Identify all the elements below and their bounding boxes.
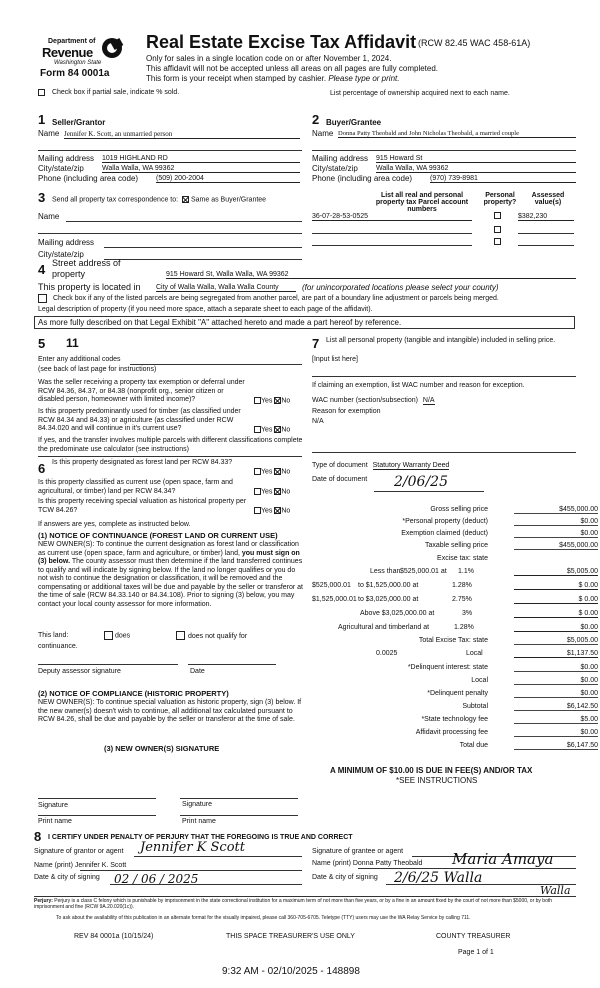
notice1-title: (1) NOTICE OF CONTINUANCE (FOREST LAND OR CURRENT USE) [38, 531, 278, 540]
tax-tech-row [312, 716, 600, 727]
grantee-name-line [358, 868, 576, 869]
parcel-line-2 [312, 233, 472, 234]
seller-mail-label: Mailing address [38, 154, 95, 163]
see-back-label: (see back of last page for instructions) [38, 366, 157, 373]
tax-tech-value[interactable]: $5.00 [514, 716, 598, 724]
tax-taxable-row [312, 542, 600, 553]
tax-excise-label: Excise tax: state [437, 555, 488, 562]
buyer-phone-label: Phone (including area code) [312, 174, 413, 183]
section6-q2-no-checkbox[interactable] [274, 488, 281, 495]
section6-q3-no: No [281, 507, 291, 515]
section3-name-label: Name [38, 212, 60, 221]
seller-mail-field[interactable]: 1019 HIGHLAND RD [102, 155, 300, 163]
seller-city-field[interactable]: Walla Walla, WA 99362 [102, 165, 300, 173]
tier3-from: $1,525,000.01 [312, 596, 357, 603]
treasurer-use-label: THIS SPACE TREASURER'S USE ONLY [226, 933, 355, 940]
tier4-value[interactable]: $ 0.00 [514, 610, 598, 618]
tier1-label: Less than [370, 568, 401, 575]
tier3-to: to $3,025,000.00 at [358, 596, 419, 603]
dept-logo-text: Revenue [42, 45, 93, 60]
buyer-name-field[interactable]: Donna Patty Theobald and John Nicholas Theobald, a married couple [338, 130, 576, 138]
tier4-rate: 3% [462, 610, 473, 617]
deputy-date-label: Date [190, 668, 205, 675]
section5-q2-yes-checkbox[interactable] [254, 426, 261, 433]
buyer-divider [312, 150, 576, 151]
tax-total-state-label: Total Excise Tax: state [418, 637, 488, 644]
does-label: does [114, 632, 131, 640]
doc-type-label: Type of document [312, 462, 368, 469]
section8-number: 8 [34, 829, 42, 844]
owner-sig-line-2 [180, 798, 298, 799]
grantor-sig-line [134, 856, 302, 857]
section3-blank-line [38, 233, 302, 234]
buyer-name-label: Name [312, 129, 334, 138]
tax-del-pen-row [312, 690, 600, 701]
street-field[interactable]: 915 Howard St, Walla Walla, WA 99362 [166, 271, 576, 279]
section6-q1-yes-checkbox[interactable] [254, 468, 261, 475]
section3-city-label: City/state/zip [38, 250, 84, 259]
owner-print-label-1: Print name [38, 818, 72, 825]
grantor-name[interactable]: Jennifer K. Scott [74, 862, 127, 869]
section5-q2-no-checkbox[interactable] [274, 426, 281, 433]
section3-number: 3 [38, 190, 46, 205]
notice2-title: (2) NOTICE OF COMPLIANCE (HISTORIC PROPERTY) [38, 689, 229, 698]
seller-name-label: Name [38, 129, 60, 138]
section6-q1-no-checkbox[interactable] [274, 468, 281, 475]
doc-date-line [374, 491, 484, 492]
grantee-sig-label: Signature of grantee or agent [312, 848, 404, 855]
tax-personal-label: *Personal property (deduct) [402, 518, 488, 525]
parcel-personal-checkbox-2[interactable] [494, 226, 501, 233]
section5-bottom-line [38, 456, 302, 457]
tax-del-state-label: *Delinquent interest: state [407, 664, 488, 671]
header-note-3-em: Please type or print. [328, 74, 400, 83]
section3-text: Send all property tax correspondence to: [52, 196, 179, 204]
section5-code[interactable]: 11 [66, 336, 79, 350]
wac-row [312, 397, 435, 404]
section6-q1-answer [254, 468, 290, 475]
tax-del-local-label: Local [471, 677, 488, 684]
seller-heading: Seller/Grantor [52, 118, 106, 127]
section5-q1: Was the seller receiving a property tax exemption or deferral under RCW 84.36, 84.37, or 84.38 (nonprofit org., senior citizen or disabled person, homeowner with limited income)? [38, 379, 245, 403]
section5-q2-answer [254, 426, 290, 433]
form-title: Real Estate Excise Tax Affidavit [146, 32, 417, 52]
tax-gross-value[interactable]: $455,000.00 [514, 506, 598, 514]
enter-codes-line [130, 364, 302, 365]
tier4-label: Above $3,025,000.00 at [360, 610, 435, 617]
assessed-column-header: Assessed value(s) [531, 192, 565, 206]
dept-line1: Department of [48, 38, 96, 45]
section6-q3-answer [254, 507, 290, 514]
notice1-text-b: you must sign on (3) below. [38, 549, 300, 565]
tier2-from: $525,000.01 [312, 582, 351, 589]
this-land-label: This land: [38, 632, 69, 639]
county-treasurer-label: COUNTY TREASURER [436, 933, 511, 940]
ag-value[interactable]: $0.00 [514, 624, 598, 632]
grantor-name-label: Name (print) [34, 862, 73, 869]
revenue-logo [38, 36, 126, 84]
reason-field[interactable]: N/A [312, 418, 324, 425]
street-label: Street address of property [52, 258, 121, 279]
section3-mail-label: Mailing address [38, 238, 95, 247]
tier1-amount: $525,000.01 at [400, 568, 447, 575]
section5-q1-no: No [281, 397, 291, 405]
section3-name-line [66, 221, 302, 222]
dept-logo-icon [102, 38, 122, 58]
dept-line2: Washington State [54, 60, 102, 66]
notice1-text-a: NEW OWNER(S): To continue the current designation as forest land or classification as current use (open space, farm and agriculture, or timber) land, [38, 541, 299, 557]
minimum-fee-note: A MINIMUM OF $10.00 IS DUE IN FEE(S) AND/OR TAX [330, 766, 533, 775]
claim-exemption-label: If claiming an exemption, list WAC number and reason for exception. [312, 382, 525, 389]
tax-taxable-label: Taxable selling price [424, 542, 488, 549]
tax-del-state-row [312, 664, 600, 675]
footer-divider [34, 896, 576, 897]
doc-type-field[interactable]: Statutory Warranty Deed [372, 462, 450, 469]
tax-del-pen-label: *Delinquent penalty [427, 690, 488, 697]
grantee-signature[interactable]: Maria Amaya [452, 850, 554, 868]
certify-statement: I CERTIFY UNDER PENALTY OF PERJURY THAT THE FOREGOING IS TRUE AND CORRECT [48, 834, 353, 841]
partial-sale-row [38, 89, 179, 96]
grantor-signature[interactable]: Jennifer K Scott [140, 840, 245, 855]
buyer-mail-field[interactable]: 915 Howard St [376, 155, 576, 163]
section5-q1-yes-checkbox[interactable] [254, 397, 261, 404]
buyer-number: 2 [312, 112, 320, 127]
tier1-value[interactable]: $5,005.00 [514, 568, 598, 576]
tax-total-state-value[interactable]: $5,005.00 [514, 637, 598, 645]
grantor-date-label: Date & city of signing [34, 874, 100, 881]
section6-number: 6 [38, 461, 46, 476]
grantor-date[interactable]: 02 / 06 / 2025 [114, 872, 199, 886]
reason-label: Reason for exemption [312, 408, 381, 415]
section5-q1-yes: Yes [261, 397, 273, 405]
owner-print-line-2 [180, 815, 298, 816]
doc-date-label: Date of document [312, 476, 368, 483]
tax-aff-value[interactable]: $0.00 [514, 729, 598, 737]
section7-text: List all personal property (tangible and intangible) included in selling price. [326, 337, 556, 344]
seller-name-field[interactable]: Jennifer K. Scott, an unmarried person [64, 130, 300, 139]
tax-excise-row [312, 555, 600, 566]
section6-q2-no: No [281, 488, 291, 496]
section6-q3-no-checkbox[interactable] [274, 507, 281, 514]
ag-label: Agricultural and timberland at [338, 624, 430, 631]
section6-q3: Is this property receiving special valuation as historical property per TCW 84.26? [38, 498, 247, 514]
owner-signature-label-2: Signature [182, 801, 212, 808]
doc-type-row [312, 462, 449, 469]
tax-exemption-value[interactable]: $0.00 [514, 530, 598, 538]
personal-column-header: Personal property? [483, 192, 517, 206]
tax-total-label: Total due [459, 742, 488, 749]
parcel-line-3 [312, 245, 472, 246]
ag-rate: 1.28% [454, 624, 474, 631]
tax-del-local-row [312, 677, 600, 688]
buyer-phone-field[interactable]: (970) 739-8981 [430, 175, 576, 183]
owner-print-line-1 [38, 815, 156, 816]
notice2-body: NEW OWNER(S): To continue special valuation as historic property, sign (3) below. If the new owner(s) doesn't wish to continue, all additional tax calculated pursuant to RCW 84.26, shall be due and payable by the seller or transferor at the time of sale. [38, 699, 302, 723]
header-note-2: This affidavit will not be accepted unless all areas on all pages are fully completed. [146, 64, 439, 73]
buyer-city-field[interactable]: Walla Walla, WA 99362 [376, 165, 576, 173]
tax-del-state-value[interactable]: $0.00 [514, 664, 598, 672]
grantor-name-row [34, 862, 126, 869]
assessed-line-3 [518, 245, 574, 246]
section5-q1-no-checkbox[interactable] [274, 397, 281, 404]
section7-number: 7 [312, 336, 320, 351]
legal-label: Legal description of property (if you need more space, attach a separate sheet to each page of the affidavit). [38, 306, 373, 313]
seller-city-label: City/state/zip [38, 164, 84, 173]
section6-q2-yes: Yes [261, 488, 273, 496]
section6-q1: Is this property designated as forest land per RCW 84.33? [52, 459, 233, 466]
seller-phone-label: Phone (including area code) [38, 174, 139, 183]
section6-q3-yes: Yes [261, 507, 273, 515]
section6-q1-no: No [281, 468, 291, 476]
tax-del-local-value[interactable]: $0.00 [514, 677, 598, 685]
tax-del-pen-value[interactable]: $0.00 [514, 690, 598, 698]
section7-line-2 [312, 452, 576, 453]
tier2-rate: 1.28% [452, 582, 472, 589]
tax-personal-row [312, 518, 600, 529]
page-number: Page 1 of 1 [458, 949, 494, 956]
tax-total-value[interactable]: $6,147.50 [514, 742, 598, 750]
tax-subtotal-row [312, 703, 600, 714]
parcel-personal-checkbox-3[interactable] [494, 238, 501, 245]
legal-description-box[interactable]: As more fully described on that Legal Exhibit "A" attached hereto and made a part hereof by reference. [34, 316, 575, 329]
section3-mail-line [104, 247, 302, 248]
tax-local-label: Local [466, 650, 483, 657]
seller-number: 1 [38, 112, 46, 127]
section5-q2-no: No [281, 426, 291, 434]
if-yes-label: If answers are yes, complete as instructed below. [38, 521, 191, 528]
parcel-personal-checkbox-1[interactable] [494, 212, 501, 219]
tax-gross-label: Gross selling price [430, 506, 488, 513]
grantee-name[interactable]: Donna Patty Theobald [352, 860, 423, 867]
partial-sale-checkbox[interactable] [38, 89, 45, 96]
wac-field[interactable]: N/A [422, 397, 435, 404]
tier1-rate: 1.1% [458, 568, 474, 575]
tax-subtotal-value[interactable]: $6,142.50 [514, 703, 598, 711]
deputy-sig-line [38, 664, 178, 665]
perjury-note [34, 898, 574, 910]
seller-divider [38, 150, 302, 151]
section6-q2: Is this property classified as current use (open space, farm and agricultural, or timber) land per RCW 84.34? [38, 479, 233, 495]
segregated-label: Check box if any of the listed parcels are being segregated from another parcel, are part of a boundary line adjustment or parcels being merged. [52, 295, 499, 303]
grantee-date-line [386, 884, 576, 885]
ownership-note: List percentage of ownership acquired next to each name. [330, 90, 510, 97]
section7-line-1 [312, 376, 576, 377]
perjury-label: Perjury: [34, 898, 53, 904]
rev-number: REV 84 0001a (10/15/24) [74, 933, 154, 940]
assessed-line-2 [518, 233, 574, 234]
buyer-mail-label: Mailing address [312, 154, 369, 163]
section5-q1-answer [254, 397, 290, 404]
tier2-to: to $1,525,000.00 at [358, 582, 419, 589]
grantee-name-row [312, 860, 422, 867]
tax-gross-row [312, 506, 600, 517]
section6-q3-yes-checkbox[interactable] [254, 507, 261, 514]
section6-q2-yes-checkbox[interactable] [254, 488, 261, 495]
tier2-value[interactable]: $ 0.00 [514, 582, 598, 590]
tax-taxable-value[interactable]: $455,000.00 [514, 542, 598, 550]
section6-q1-yes: Yes [261, 468, 273, 476]
grantee-date-label: Date & city of signing [312, 874, 378, 881]
segregated-row [38, 294, 499, 303]
parcel-column-header: List all real and personal property tax Parcel account numbers [375, 192, 469, 213]
cashier-stamp: 9:32 AM - 02/10/2025 - 148898 [222, 966, 360, 977]
tax-exemption-row [312, 530, 600, 541]
section6-q2-answer [254, 488, 290, 495]
tier3-rate: 2.75% [452, 596, 472, 603]
grantor-date-line [110, 884, 302, 885]
enter-codes-label: Enter any additional codes [38, 356, 121, 363]
parcel-field-1[interactable]: 36-07-28-53-0525 [312, 213, 472, 221]
buyer-heading: Buyer/Grantee [326, 118, 382, 127]
wac-label: WAC number (section/subsection) [312, 397, 418, 404]
notice1-text-c: The county assessor must then determine if the land transferred continues to qualify and will indicate by signing below. If the land no longer qualifies or you do not wish to continue the designation or classification, it will be removed and the compensating or additional taxes will be due and payable by the seller or transferor at the time of sale (RCW 84.33.140 or 84.34.108). Prior to signing (3) below, you may contact your local county assessor for more information. [38, 558, 303, 608]
located-field[interactable]: City of Walla Walla, Walla Walla County [156, 284, 296, 292]
accessibility-note: To ask about the availability of this publication in an alternate format for the visually impaired, please call 360-705-6705. Teletype (TTY) users may use the WA Relay Service by calling 711. [56, 915, 471, 921]
does-not-label: does not qualify for continuance. [38, 633, 248, 650]
tax-total-row [312, 742, 600, 753]
located-note: (for unincorporated locations please select your county) [302, 283, 499, 292]
see-instructions-note: *SEE INSTRUCTIONS [396, 776, 478, 785]
section5-number: 5 [38, 336, 46, 351]
assessed-field-1[interactable]: $382,230 [518, 213, 574, 221]
owner-sig-line-1 [38, 798, 156, 799]
same-as-buyer-label: Same as Buyer/Grantee [190, 196, 267, 204]
located-label: This property is located in [38, 282, 141, 292]
owner-signature-label-1: Signature [38, 802, 68, 809]
personal-property-input[interactable]: [Input list here] [312, 356, 358, 363]
notice1-body [38, 541, 304, 609]
section3-text-row [52, 196, 266, 203]
buyer-city-label: City/state/zip [312, 164, 358, 173]
grantee-city-2[interactable]: Walla [540, 884, 571, 897]
section5-q2-yes: Yes [261, 426, 273, 434]
tax-aff-row [312, 729, 600, 740]
tax-local-value[interactable]: $1,137.50 [514, 650, 598, 658]
tier3-value[interactable]: $ 0.00 [514, 596, 598, 604]
tax-total-state-row [312, 637, 600, 648]
deputy-date-line [188, 664, 276, 665]
perjury-text: Perjury is a class C felony which is punishable by imprisonment in the state correctional institution for a maximum term of not more than five years, or by a fine in an amount fixed by the court of not more than $5000, or by both imprisonment and fine (RCW 9A.20.020(1c)). [34, 898, 553, 910]
owner-print-label-2: Print name [182, 818, 216, 825]
tax-exemption-label: Exemption claimed (deduct) [401, 530, 488, 537]
tax-local-rate: 0.0025 [376, 650, 398, 657]
partial-sale-label: Check box if partial sale, indicate % sold. [51, 89, 180, 97]
grantee-name-label: Name (print) [312, 860, 351, 867]
form-citation: (RCW 82.45 WAC 458-61A) [418, 38, 531, 48]
section5-q2: Is this property predominantly used for timber (as classified under RCW 84.34 and 84.33) or agriculture (as classified under RCW 84.34.020 and will continue in it's current use? [38, 408, 241, 432]
tax-tech-label: *State technology fee [421, 716, 488, 723]
grantee-date[interactable]: 2/6/25 Walla [394, 870, 483, 886]
grantor-sig-label: Signature of grantor or agent [34, 848, 124, 855]
tax-personal-value[interactable]: $0.00 [514, 518, 598, 526]
tax-aff-label: Affidavit processing fee [415, 729, 488, 736]
section4-number: 4 [38, 262, 46, 277]
section5-q3: If yes, and the transfer involves multiple parcels with different classifications complete the predominate use calculator (see instructions) [38, 437, 303, 453]
notice3-title: (3) NEW OWNER(S) SIGNATURE [104, 744, 220, 753]
deputy-sig-label: Deputy assessor signature [38, 668, 121, 675]
grantor-name-line [80, 870, 302, 871]
seller-phone-field[interactable]: (509) 200-2004 [156, 175, 300, 183]
header-note-3-text: This form is your receipt when stamped by cashier. [146, 74, 327, 83]
header-note-3 [146, 74, 399, 83]
form-number: Form 84 0001a [40, 68, 110, 79]
doc-date-field[interactable]: 2/06/25 [394, 474, 448, 490]
same-as-buyer-checkbox[interactable] [182, 196, 189, 203]
header-note-1: Only for sales in a single location code on or after November 1, 2024. [146, 54, 392, 63]
tax-subtotal-label: Subtotal [462, 703, 488, 710]
segregated-checkbox[interactable] [38, 294, 47, 303]
